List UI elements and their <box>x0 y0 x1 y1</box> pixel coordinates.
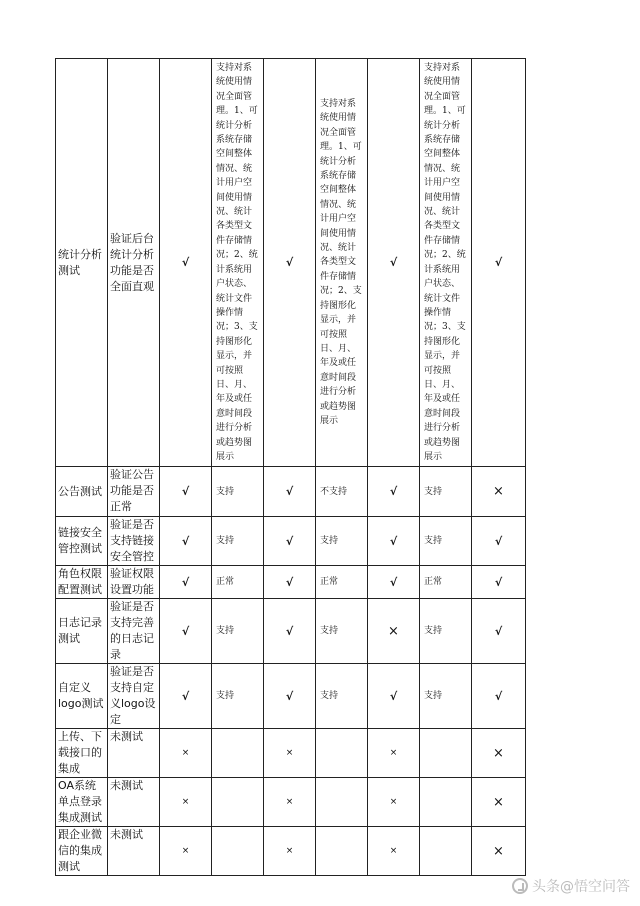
result-mark: √ <box>368 517 420 566</box>
result-mark: × <box>472 467 526 517</box>
result-description <box>212 729 264 778</box>
result-description <box>316 827 368 876</box>
result-description: 支持 <box>212 599 264 664</box>
result-mark: × <box>160 729 212 778</box>
comparison-table <box>55 58 526 876</box>
test-goal-cell: 未测试 <box>108 729 160 778</box>
result-mark: × <box>368 729 420 778</box>
result-description <box>212 778 264 827</box>
result-mark: √ <box>368 566 420 599</box>
result-description: 不支持 <box>316 467 368 517</box>
test-goal-cell: 未测试 <box>108 778 160 827</box>
result-description <box>420 729 472 778</box>
result-description: 正常 <box>316 566 368 599</box>
test-goal-cell: 验证后台统计分析功能是否全面直观 <box>108 59 160 467</box>
result-mark: √ <box>472 599 526 664</box>
result-mark: √ <box>160 566 212 599</box>
result-mark: √ <box>264 664 316 729</box>
result-mark: √ <box>160 664 212 729</box>
result-mark: √ <box>264 517 316 566</box>
result-description: 正常 <box>420 566 472 599</box>
result-mark: √ <box>264 467 316 517</box>
result-mark: √ <box>472 664 526 729</box>
result-mark: × <box>472 778 526 827</box>
brand-logo-icon <box>512 878 528 894</box>
result-description: 支持 <box>420 467 472 517</box>
result-description: 支持对系统使用情况全面管理。1、可统计分析系统存储空间整体情况、统计用户空间使用情况、统计各类型文件存储情况；2、统计系统用户状态、统计文件操作情况；3、支持图形化显示，并可按照日、月、年及或任意时间段进行分析或趋势图展示 <box>212 59 264 467</box>
result-description <box>316 778 368 827</box>
result-mark: √ <box>472 566 526 599</box>
table-row <box>56 517 526 566</box>
result-mark: × <box>368 599 420 664</box>
result-mark: √ <box>368 664 420 729</box>
result-mark: √ <box>472 517 526 566</box>
result-mark: × <box>368 778 420 827</box>
result-mark: √ <box>160 59 212 467</box>
result-description: 支持 <box>420 664 472 729</box>
result-mark: × <box>160 827 212 876</box>
result-mark: × <box>368 827 420 876</box>
table-row <box>56 566 526 599</box>
test-item-cell: 跟企业微信的集成测试 <box>56 827 108 876</box>
result-mark: × <box>472 827 526 876</box>
test-item-cell: OA系统单点登录集成测试 <box>56 778 108 827</box>
result-mark: √ <box>160 467 212 517</box>
result-description <box>212 827 264 876</box>
result-mark: √ <box>368 59 420 467</box>
result-mark: × <box>264 827 316 876</box>
result-description: 支持 <box>316 517 368 566</box>
test-item-cell: 链接安全管控测试 <box>56 517 108 566</box>
test-item-cell: 统计分析测试 <box>56 59 108 467</box>
result-mark: √ <box>160 517 212 566</box>
test-goal-cell: 未测试 <box>108 827 160 876</box>
result-description: 支持 <box>212 517 264 566</box>
test-goal-cell: 验证权限设置功能 <box>108 566 160 599</box>
test-goal-cell: 验证是否支持完善的日志记录 <box>108 599 160 664</box>
table-row <box>56 467 526 517</box>
watermark <box>512 874 632 898</box>
result-description: 正常 <box>212 566 264 599</box>
result-mark: √ <box>264 599 316 664</box>
result-description: 支持 <box>316 664 368 729</box>
result-description: 支持对系统使用情况全面管理。1、可统计分析系统存储空间整体情况、统计用户空间使用情况、统计各类型文件存储情况；2、统计系统用户状态、统计文件操作情况；3、支持图形化显示，并可按照日、月、年及或任意时间段进行分析或趋势图展示 <box>420 59 472 467</box>
test-goal-cell: 验证公告功能是否正常 <box>108 467 160 517</box>
result-description <box>316 729 368 778</box>
result-mark: √ <box>368 467 420 517</box>
test-item-cell: 上传、下载接口的集成 <box>56 729 108 778</box>
test-item-cell: 角色权限配置测试 <box>56 566 108 599</box>
result-mark: √ <box>264 566 316 599</box>
test-goal-cell: 验证是否支持自定义logo设定 <box>108 664 160 729</box>
result-mark: × <box>264 778 316 827</box>
result-description: 支持 <box>316 599 368 664</box>
result-mark: √ <box>472 59 526 467</box>
result-description: 支持 <box>212 664 264 729</box>
test-item-cell: 自定义logo测试 <box>56 664 108 729</box>
result-mark: × <box>472 729 526 778</box>
result-mark: × <box>160 778 212 827</box>
result-description: 支持对系统使用情况全面管理。1、可统计分析系统存储空间整体情况、统计用户空间使用情况、统计各类型文件存储情况；2、支持图形化显示，并可按照日、月、年及或任意时间段进行分析或趋势图展示 <box>316 59 368 467</box>
table-row <box>56 827 526 876</box>
result-description: 支持 <box>420 599 472 664</box>
test-item-cell: 日志记录测试 <box>56 599 108 664</box>
result-mark: × <box>264 729 316 778</box>
test-item-cell: 公告测试 <box>56 467 108 517</box>
result-mark: √ <box>160 599 212 664</box>
table-row <box>56 664 526 729</box>
result-description: 支持 <box>420 517 472 566</box>
watermark-text: 头条@悟空问答 <box>532 879 630 895</box>
result-description <box>420 778 472 827</box>
test-goal-cell: 验证是否支持链接安全管控 <box>108 517 160 566</box>
result-description: 支持 <box>212 467 264 517</box>
table-row <box>56 778 526 827</box>
table-row <box>56 599 526 664</box>
table-row <box>56 59 526 467</box>
table-row <box>56 729 526 778</box>
result-description <box>420 827 472 876</box>
result-mark: √ <box>264 59 316 467</box>
